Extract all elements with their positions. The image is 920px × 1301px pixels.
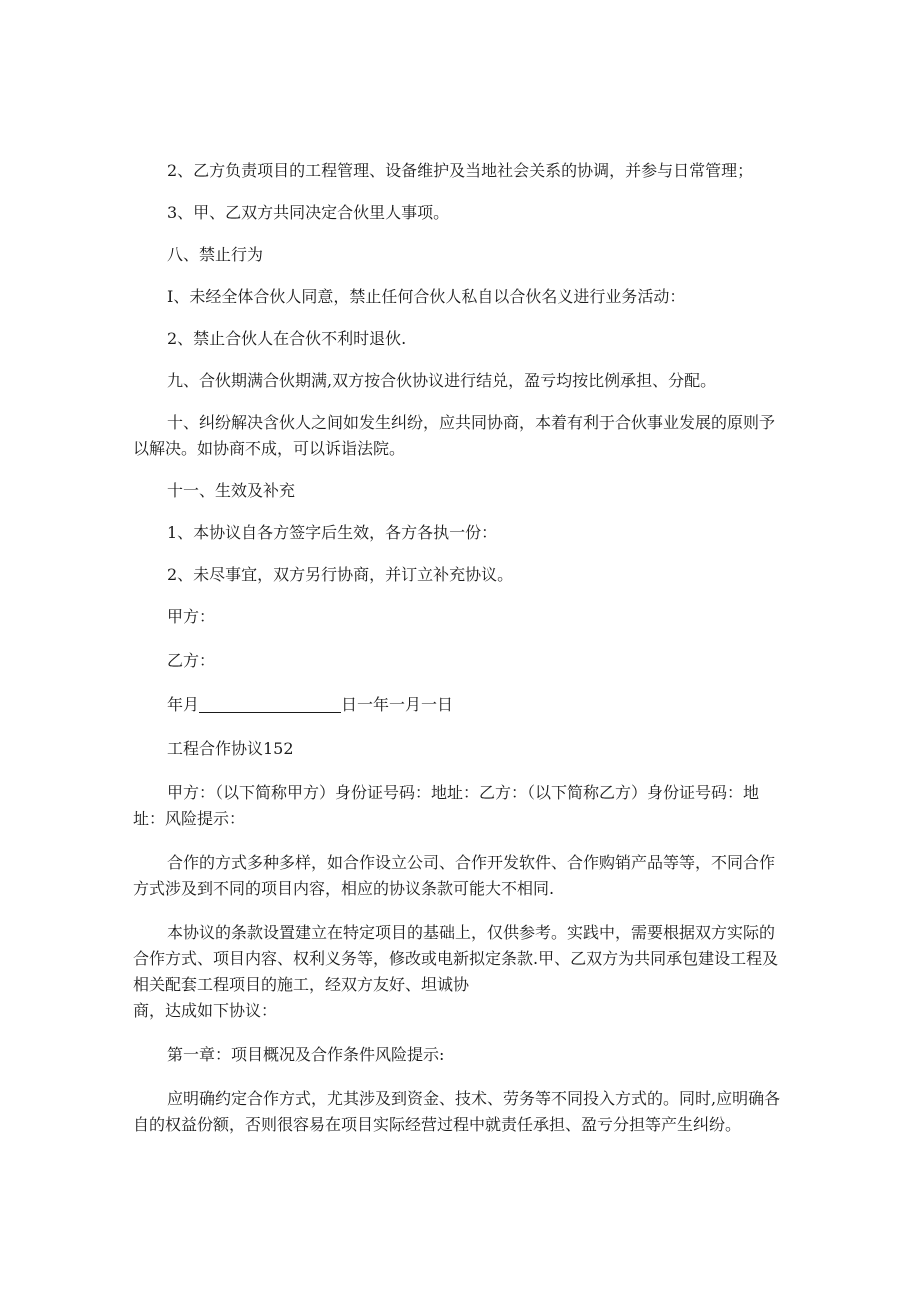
paragraph-risk-notice: 应明确约定合作方式，尤其涉及到资金、技术、劳务等不同投入方式的。同时,应明确各自的权益份额，否则很容易在项目实际经营过程中就责任承担、盈亏分担等产生纠纷。 (133, 1089, 781, 1134)
section-heading-8: 八、禁止行为 (167, 245, 264, 264)
paragraph-effect-2: 2、未尽事宜，双方另行协商，并订立补充协议。 (167, 565, 514, 584)
paragraph-parties: 甲方：（以下简称甲方）身份证号码：地址：乙方：（以下简称乙方）身份证号码：地址：风险提示： (133, 783, 760, 828)
chapter-1-heading: 第一章：项目概况及合作条件风险提示: (167, 1045, 445, 1064)
paragraph-clause-3: 3、甲、乙双方共同决定合伙里人事项。 (167, 203, 450, 222)
signature-party-a: 甲方： (167, 607, 216, 626)
paragraph-terms-setting: 本协议的条款设置建立在特定项目的基础上，仅供参考。实践中，需要根据双方实际的合作方式、项目内容、权利义务等，修改或电新拟定条款.甲、乙双方为共同承包建设工程及相关配套工程项目的施工，经双方友好、坦诚协 (133, 923, 779, 994)
paragraph-prohibition-2: 2、禁止合伙人在合伙不利时退伙. (167, 329, 407, 348)
section-heading-9: 九、合伙期满合伙期满,双方按合伙协议进行结兑，盈亏均按比例承担、分配。 (167, 371, 717, 390)
section-heading-10: 十、纠纷解决含伙人之间如发生纠纷，应共同协商，本着有利于合伙事业发展的原则予以解决。如协商不成，可以诉诣法院。 (133, 413, 776, 458)
signature-party-b: 乙方： (167, 651, 216, 670)
date-blank-line (199, 694, 341, 713)
paragraph-effect-1: 1、本协议自各方签字后生效，各方各执一份： (167, 523, 498, 542)
date-prefix: 年月 (167, 695, 200, 714)
paragraph-cooperation-types: 合作的方式多种多样，如合作设立公司、合作开发软件、合作购销产品等等，不同合作方式涉及到不同的项目内容，相应的协议条款可能大不相同. (133, 853, 776, 898)
paragraph-clause-2: 2、乙方负责项目的工程管理、设备维护及当地社会关系的协调，并参与日常管理； (167, 161, 754, 180)
section-heading-11: 十一、生效及补充 (167, 481, 296, 500)
document-page (133, 158, 788, 1138)
paragraph-terms-setting-continued: 商，达成如下协议： (133, 1001, 278, 1020)
signature-date-line (133, 692, 788, 718)
date-suffix: 日一年一月一日 (341, 695, 454, 714)
document-title: 工程合作协议152 (167, 739, 294, 758)
paragraph-prohibition-1: I、未经全体合伙人同意，禁止任何合伙人私自以合伙名义进行业务活动： (167, 287, 686, 306)
